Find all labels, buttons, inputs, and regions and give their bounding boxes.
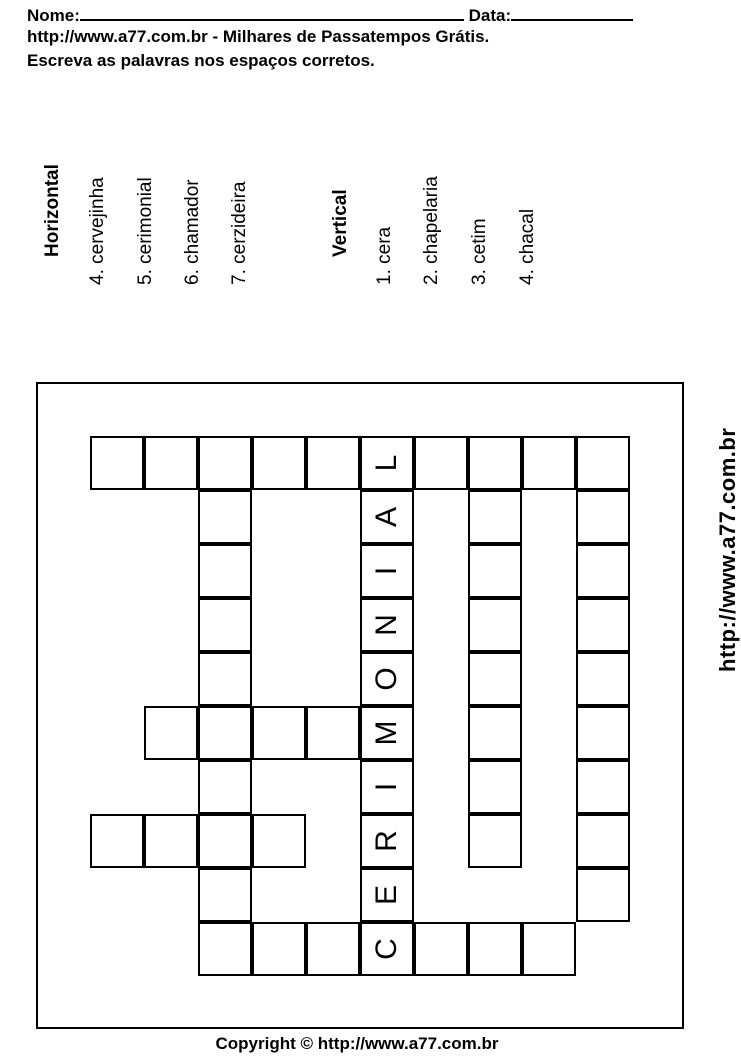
grid-cell[interactable] — [90, 436, 144, 490]
instruction: Escreva as palavras nos espaços corretos. — [27, 51, 375, 70]
grid-cell[interactable] — [576, 760, 630, 814]
grid-cell[interactable] — [360, 760, 414, 814]
grid-cell[interactable] — [198, 544, 252, 598]
grid-cell[interactable] — [576, 544, 630, 598]
grid-cell[interactable] — [252, 814, 306, 868]
grid-cell[interactable] — [198, 436, 252, 490]
grid-cell[interactable] — [198, 760, 252, 814]
grid-cell[interactable] — [414, 436, 468, 490]
grid-cell[interactable] — [144, 706, 198, 760]
grid-cell[interactable] — [576, 490, 630, 544]
date-label: Data: — [468, 6, 512, 25]
grid-cell[interactable] — [468, 490, 522, 544]
grid-cell[interactable] — [360, 706, 414, 760]
grid-cell[interactable] — [468, 598, 522, 652]
horizontal-clue: 5. cerimonial — [135, 177, 156, 285]
cell-letter: O — [370, 667, 403, 691]
grid-cell[interactable] — [468, 814, 522, 868]
grid-cell[interactable] — [198, 868, 252, 922]
grid-cell[interactable] — [576, 598, 630, 652]
vertical-clue: 2. chapelaria — [421, 176, 442, 285]
grid-cell[interactable] — [360, 598, 414, 652]
grid-cell[interactable] — [198, 814, 252, 868]
cell-letter: I — [370, 566, 403, 576]
grid-cell[interactable] — [576, 436, 630, 490]
grid-cell[interactable] — [198, 490, 252, 544]
cell-letter: C — [370, 938, 403, 960]
grid-cell[interactable] — [306, 922, 360, 976]
grid-cell[interactable] — [360, 436, 414, 490]
horizontal-title: Horizontal — [42, 164, 63, 257]
grid-cell[interactable] — [468, 922, 522, 976]
grid-cell[interactable] — [144, 814, 198, 868]
grid-cell[interactable] — [576, 652, 630, 706]
grid-cell[interactable] — [198, 706, 252, 760]
cell-letter: L — [370, 454, 403, 472]
grid-cell[interactable] — [468, 706, 522, 760]
side-url: http://www.a77.com.br — [715, 427, 740, 672]
grid-cell[interactable] — [468, 652, 522, 706]
cell-letter: E — [370, 885, 403, 906]
grid-cell[interactable] — [90, 814, 144, 868]
cell-letter: I — [370, 782, 403, 792]
grid-cell[interactable] — [252, 922, 306, 976]
grid-cell[interactable] — [144, 436, 198, 490]
horizontal-clue: 7. cerzideira — [229, 181, 250, 285]
grid-cell[interactable] — [360, 490, 414, 544]
grid-cell[interactable] — [198, 652, 252, 706]
cell-letter: R — [370, 830, 403, 852]
cell-letter: N — [370, 614, 403, 636]
grid-cell[interactable] — [360, 814, 414, 868]
grid-cell[interactable] — [522, 922, 576, 976]
grid-cell[interactable] — [576, 868, 630, 922]
grid-cell[interactable] — [306, 436, 360, 490]
grid-cell[interactable] — [252, 436, 306, 490]
grid-cell[interactable] — [252, 706, 306, 760]
cell-letter: A — [370, 507, 403, 528]
horizontal-clue: 6. chamador — [182, 179, 203, 285]
grid-cell[interactable] — [468, 544, 522, 598]
grid-cell[interactable] — [522, 436, 576, 490]
grid-cell[interactable] — [468, 436, 522, 490]
horizontal-clue: 4. cervejinha — [87, 177, 108, 285]
vertical-title: Vertical — [330, 189, 351, 257]
vertical-clue: 4. chacal — [517, 208, 538, 285]
grid-cell[interactable] — [360, 544, 414, 598]
grid-cell[interactable] — [360, 652, 414, 706]
name-label: Nome: — [27, 6, 80, 25]
grid-cell[interactable] — [414, 922, 468, 976]
grid-cell[interactable] — [306, 706, 360, 760]
grid-cell[interactable] — [576, 706, 630, 760]
vertical-clue: 1. cera — [374, 226, 395, 285]
vertical-clue: 3. cetim — [469, 218, 490, 285]
copyright-footer: Copyright © http://www.a77.com.br — [215, 1034, 499, 1053]
site-line: http://www.a77.com.br - Milhares de Passatempos Grátis. — [27, 27, 490, 46]
grid-cell[interactable] — [360, 922, 414, 976]
grid-cell[interactable] — [576, 814, 630, 868]
grid-cell[interactable] — [468, 760, 522, 814]
grid-cell[interactable] — [360, 868, 414, 922]
grid-cell[interactable] — [198, 922, 252, 976]
cell-letter: M — [370, 720, 403, 746]
grid-cell[interactable] — [198, 598, 252, 652]
